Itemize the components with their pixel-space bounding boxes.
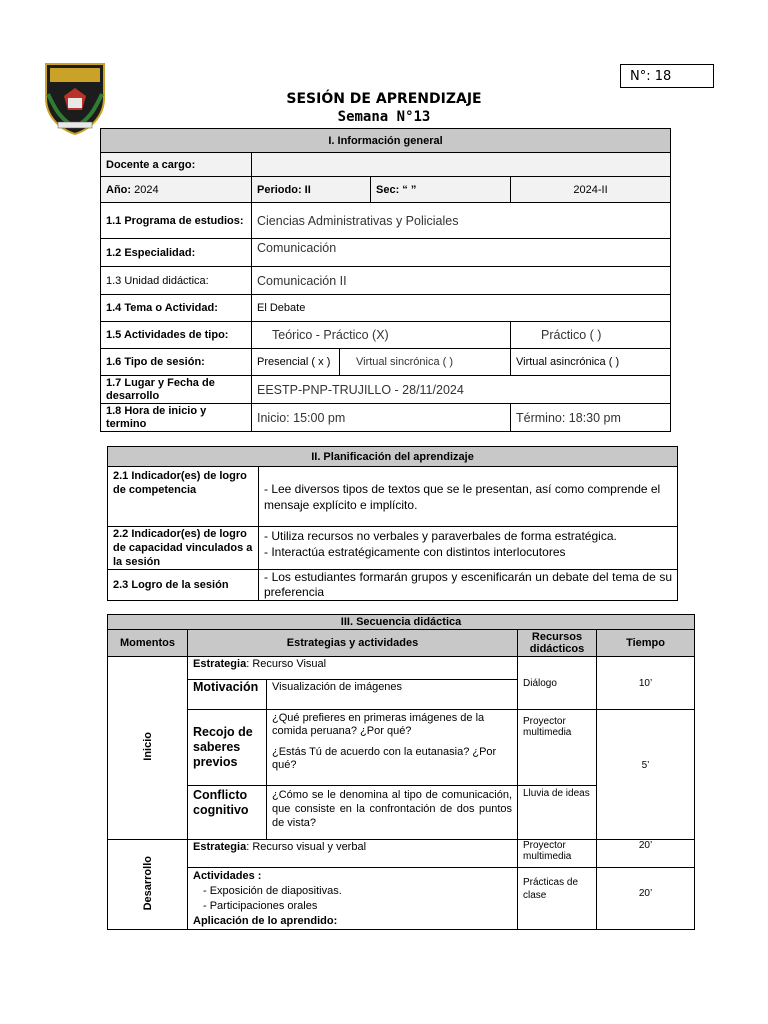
- year-cell: [101, 177, 252, 203]
- tipo-presencial: Presencial ( x ): [252, 349, 340, 376]
- moment-desarrollo-label: Desarrollo: [141, 855, 154, 911]
- resource-proyector-2: Proyector multimedia: [518, 840, 597, 868]
- tema-value: El Debate: [252, 295, 671, 322]
- tipo-sincronica: Virtual sincrónica ( ): [340, 349, 511, 376]
- tema-label: 1.4 Tema o Actividad:: [101, 295, 252, 322]
- session-number-box: N°: 18: [620, 64, 714, 88]
- especialidad-label: 1.2 Especialidad:: [101, 239, 252, 267]
- aplicacion-label: Aplicación de lo aprendido:: [193, 915, 338, 927]
- session-goal-value: - Los estudiantes formarán grupos y escenificarán un debate del tema de su preferencia: [259, 570, 678, 601]
- resource-dialogo: Diálogo: [518, 657, 597, 710]
- hora-termino: Término: 18:30 pm: [511, 404, 671, 432]
- col-recursos: Recursos didácticos: [518, 630, 597, 657]
- especialidad-value: Comunicación: [252, 239, 671, 267]
- year-value: 2024: [134, 183, 159, 196]
- indicator-capacity-line-2: - Interactúa estratégicamente con distintos interlocutores: [264, 545, 566, 559]
- year-label: Año:: [106, 183, 132, 196]
- strategy-inicio-cell: [188, 657, 518, 680]
- indicator-capacity-value: [259, 527, 678, 570]
- activities-cell: [188, 868, 518, 930]
- lugar-label: 1.7 Lugar y Fecha de desarrollo: [101, 376, 252, 404]
- col-tiempo: Tiempo: [597, 630, 695, 657]
- conflicto-value: ¿Cómo se le denomina al tipo de comunicación, que consiste en la confrontación de dos puntos de vista?: [267, 786, 518, 840]
- resource-lluvia: Lluvia de ideas: [518, 786, 597, 840]
- time-10: 10’: [597, 657, 695, 710]
- moment-inicio: [108, 657, 188, 840]
- recojo-question-1: ¿Qué prefieres en primeras imágenes de la comida peruana? ¿Por qué?: [272, 712, 485, 737]
- strategy-desarrollo-value: : Recurso visual y verbal: [246, 841, 367, 853]
- docente-label: Docente a cargo:: [101, 153, 252, 177]
- indicator-capacity-label: 2.2 Indicador(es) de logro de capacidad vinculados a la sesión: [108, 527, 259, 570]
- recojo-value: [267, 710, 518, 786]
- time-20a: 20’: [597, 840, 695, 868]
- resource-proyector: Proyector multimedia: [518, 710, 597, 786]
- tipo-asincronica: Virtual asincrónica ( ): [511, 349, 671, 376]
- docente-value: [252, 153, 671, 177]
- programa-label: 1.1 Programa de estudios:: [101, 203, 252, 239]
- section-title-sequence: III. Secuencia didáctica: [108, 615, 695, 630]
- sec-cell: Sec: “ ”: [371, 177, 511, 203]
- actividades-label: 1.5 Actividades de tipo:: [101, 322, 252, 349]
- strategy-desarrollo-label: Estrategia: [193, 841, 247, 853]
- sequence-table: [107, 614, 695, 930]
- time-5: 5’: [597, 710, 695, 840]
- hora-inicio: Inicio: 15:00 pm: [252, 404, 511, 432]
- section-title-general: I. Información general: [101, 129, 671, 153]
- actividades-teorico: Teórico - Práctico (X): [252, 322, 511, 349]
- periodo-cell: Periodo: II: [252, 177, 371, 203]
- recojo-label: Recojo de saberes previos: [188, 710, 267, 786]
- hora-label: 1.8 Hora de inicio y termino: [101, 404, 252, 432]
- general-info-table: [100, 128, 671, 432]
- tipo-label: 1.6 Tipo de sesión:: [101, 349, 252, 376]
- recojo-question-2: ¿Estás Tú de acuerdo con la eutanasia? ¿Por qué?: [272, 746, 497, 771]
- lugar-value: EESTP-PNP-TRUJILLO - 28/11/2024: [252, 376, 671, 404]
- activity-2: - Participaciones orales: [203, 900, 318, 912]
- indicator-competence-value: - Lee diversos tipos de textos que se le presentan, así como comprende el mensaje explícito e implícito.: [259, 467, 678, 527]
- motivacion-label: Motivación: [188, 680, 267, 710]
- conflicto-label: Conflicto cognitivo: [188, 786, 267, 840]
- motivacion-value: Visualización de imágenes: [267, 680, 518, 710]
- col-momentos: Momentos: [108, 630, 188, 657]
- strategy-inicio-value: : Recurso Visual: [246, 658, 327, 670]
- semester-cell: 2024-II: [511, 177, 671, 203]
- moment-inicio-label: Inicio: [141, 732, 154, 761]
- indicator-competence-label: 2.1 Indicador(es) de logro de competencia: [108, 467, 259, 527]
- section-title-planning: II. Planificación del aprendizaje: [108, 447, 678, 467]
- activity-1: - Exposición de diapositivas.: [203, 885, 342, 897]
- moment-desarrollo: [108, 840, 188, 930]
- unidad-label: 1.3 Unidad didáctica:: [101, 267, 252, 295]
- strategy-inicio-label: Estrategia: [193, 658, 247, 670]
- document-title: SESIÓN DE APRENDIZAJE: [286, 91, 482, 107]
- planning-table: [107, 446, 678, 601]
- activities-label: Actividades :: [193, 870, 262, 882]
- time-20b: 20’: [597, 868, 695, 930]
- strategy-desarrollo-cell: [188, 840, 518, 868]
- session-goal-label: 2.3 Logro de la sesión: [108, 570, 259, 601]
- resource-practicas: Prácticas de clase: [518, 868, 597, 930]
- actividades-practico: Práctico ( ): [511, 322, 671, 349]
- unidad-value: Comunicación II: [252, 267, 671, 295]
- col-estrategias: Estrategias y actividades: [188, 630, 518, 657]
- week-title: Semana N°13: [337, 109, 431, 125]
- indicator-capacity-line-1: - Utiliza recursos no verbales y paraverbales de forma estratégica.: [264, 529, 617, 543]
- programa-value: Ciencias Administrativas y Policiales: [252, 203, 671, 239]
